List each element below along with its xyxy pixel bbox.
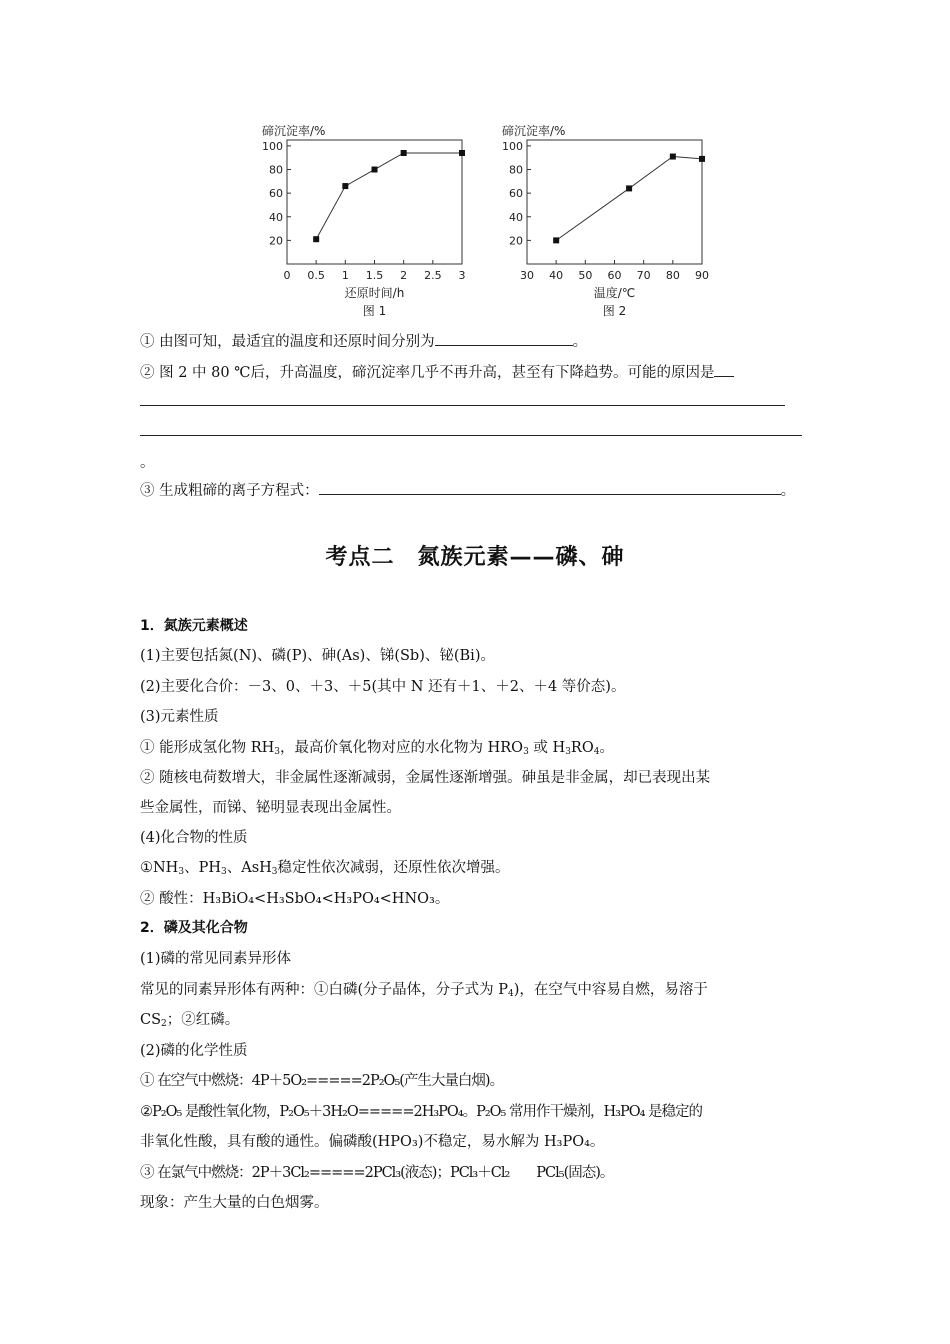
question-1-text: ① 由图可知，最适宜的温度和还原时间分别为: [140, 334, 435, 350]
answer-line-2b[interactable]: [140, 405, 785, 406]
question-1: [140, 330, 587, 353]
x-axis-title: 还原时间/h: [344, 286, 405, 300]
s2-line-3: (2)磷的化学性质: [140, 1043, 248, 1059]
answer-blank-3[interactable]: [319, 479, 781, 495]
s1-line-7-d: 稳定性依次减弱，还原性依次增强。: [277, 860, 510, 876]
x-tick-label: 1: [341, 269, 349, 282]
chart-caption: 图 2: [602, 304, 627, 318]
s2-title: 2．磷及其化合物: [140, 920, 248, 936]
x-tick-label: 30: [520, 269, 534, 282]
s2-line-1: (1)磷的常见同素异形体: [140, 951, 292, 967]
x-axis-title: 温度/℃: [593, 286, 636, 300]
s1-line-7-a: ①NH: [140, 860, 179, 876]
s1-line-2: (2)主要化合价：－3、0、＋3、＋5(其中 N 还有＋1、＋2、＋4 等价态)。: [140, 679, 626, 695]
sub-3: 3: [565, 747, 571, 757]
s1-line-4-e: 。: [599, 740, 614, 756]
s2-line-6: ③ 在氯气中燃烧：2P＋3Cl₂=====2PCl₃(液态)；PCl₃＋Cl₂ PCl₅(固态)。: [140, 1165, 614, 1181]
data-point: [372, 167, 378, 173]
s2-line-4: ① 在空气中燃烧：4P＋5O₂=====2P₂O₅(产生大量白烟)。: [140, 1073, 504, 1089]
chart-figure-1: [240, 118, 470, 328]
plot-frame: [287, 140, 462, 264]
sub-3: 3: [523, 747, 529, 757]
section-heading: 考点二 氮族元素——磷、砷: [325, 545, 625, 570]
x-tick-label: 0.5: [307, 269, 325, 282]
x-tick-label: 70: [636, 269, 651, 282]
data-point: [459, 150, 465, 156]
s2-line-2b-a: CS: [140, 1012, 162, 1028]
answer-blank-1[interactable]: [435, 330, 573, 346]
data-point: [401, 150, 407, 156]
question-2: [140, 361, 734, 384]
data-point: [626, 185, 632, 191]
data-point: [313, 236, 319, 242]
question-1-end: 。: [572, 334, 588, 350]
y-tick-label: 40: [269, 210, 283, 224]
s1-line-5a: ② 随核电荷数增大，非金属性逐渐减弱，金属性逐渐增强。砷虽是非金属，却已表现出某: [140, 770, 711, 786]
s1-line-6: (4)化合物的性质: [140, 830, 248, 846]
sub-2: 2: [161, 1019, 167, 1029]
y-tick-label: 100: [502, 139, 523, 153]
s2-line-2a: [140, 979, 708, 1001]
question-2-end: 。: [140, 455, 155, 471]
x-tick-label: 90: [695, 269, 709, 282]
s1-line-4-b: ，最高价氧化物对应的水化物为 HRO: [280, 740, 524, 756]
sub-4: 4: [508, 989, 514, 999]
sub-3: 3: [220, 867, 227, 877]
s1-line-4-a: ① 能形成氢化物 RH: [140, 740, 275, 756]
data-point: [699, 156, 705, 162]
s2-line-2a-end: )，在空气中容易自燃，易溶于: [513, 982, 708, 998]
x-tick-label: 2: [400, 269, 408, 282]
chart-caption: 图 1: [362, 304, 387, 318]
s2-line-7: 现象：产生大量的白色烟雾。: [140, 1195, 329, 1211]
s1-line-7-b: 、PH: [184, 860, 221, 876]
chart-figure-2: [480, 118, 710, 328]
y-tick-label: 80: [269, 163, 283, 177]
s1-line-4: [140, 737, 614, 759]
x-tick-label: 3: [458, 269, 466, 282]
series-line: [316, 153, 462, 239]
s2-line-5a: ②P₂O₅ 是酸性氧化物，P₂O₅＋3H₂O=====2H₃PO₄。P₂O₅ 常用作干燥剂，H₃PO₄ 是稳定的: [140, 1104, 703, 1120]
y-tick-label: 60: [269, 187, 283, 201]
s1-line-4-d: RO: [570, 740, 594, 756]
y-tick-label: 20: [509, 234, 523, 248]
sub-3: 3: [271, 867, 278, 877]
x-tick-label: 0: [283, 269, 291, 282]
y-tick-label: 100: [262, 139, 283, 153]
data-point: [670, 154, 676, 160]
y-tick-label: 20: [269, 234, 283, 248]
s2-line-2a-text: 常见的同素异形体有两种：①白磷(分子晶体，分子式为 P: [140, 982, 509, 998]
x-tick-label: 1.5: [365, 269, 384, 282]
data-point: [553, 237, 559, 243]
sub-3: 3: [178, 867, 185, 877]
question-2-text: ② 图 2 中 80 ℃后，升高温度，碲沉淀率几乎不再升高，甚至有下降趋势。可能的原因是: [140, 365, 715, 381]
s2-line-5b: 非氧化性酸，具有酸的通性。偏磷酸(HPO₃)不稳定，易水解为 H₃PO₄。: [140, 1134, 605, 1150]
question-3-text: ③ 生成粗碲的离子方程式：: [140, 483, 319, 499]
series-line: [556, 157, 702, 241]
y-axis-title: 碲沉淀率/%: [262, 124, 326, 138]
answer-blank-2a[interactable]: [714, 361, 734, 377]
x-tick-label: 40: [549, 269, 564, 282]
y-tick-label: 80: [509, 163, 523, 177]
answer-line-2c[interactable]: [140, 435, 802, 436]
x-tick-label: 60: [607, 269, 622, 282]
s2-line-2b-b: ；②红磷。: [166, 1012, 240, 1028]
s1-line-1: (1)主要包括氮(N)、磷(P)、砷(As)、锑(Sb)、铋(Bi)。: [140, 648, 495, 664]
s2-line-2b: [140, 1009, 239, 1031]
sub-4: 4: [593, 747, 600, 757]
y-tick-label: 60: [509, 187, 523, 201]
s1-line-7: [140, 857, 510, 879]
s1-line-4-c: 或 H: [528, 740, 566, 756]
question-3-end: 。: [780, 483, 796, 499]
y-tick-label: 40: [509, 210, 523, 224]
s1-line-5b: 些金属性，而锑、铋明显表现出金属性。: [140, 800, 401, 816]
figure-charts: [240, 118, 710, 328]
s1-line-7-c: 、AsH: [226, 860, 272, 876]
y-axis-title: 碲沉淀率/%: [502, 124, 566, 138]
sub-3: 3: [274, 747, 281, 757]
question-3: [140, 479, 795, 502]
x-tick-label: 2.5: [424, 269, 442, 282]
x-tick-label: 50: [578, 269, 593, 282]
x-tick-label: 80: [665, 269, 680, 282]
s1-line-8: ② 酸性：H₃BiO₄<H₃SbO₄<H₃PO₄<HNO₃。: [140, 891, 450, 907]
s1-line-3: (3)元素性质: [140, 709, 219, 725]
s1-title: 1．氮族元素概述: [140, 618, 248, 634]
data-point: [342, 183, 348, 189]
